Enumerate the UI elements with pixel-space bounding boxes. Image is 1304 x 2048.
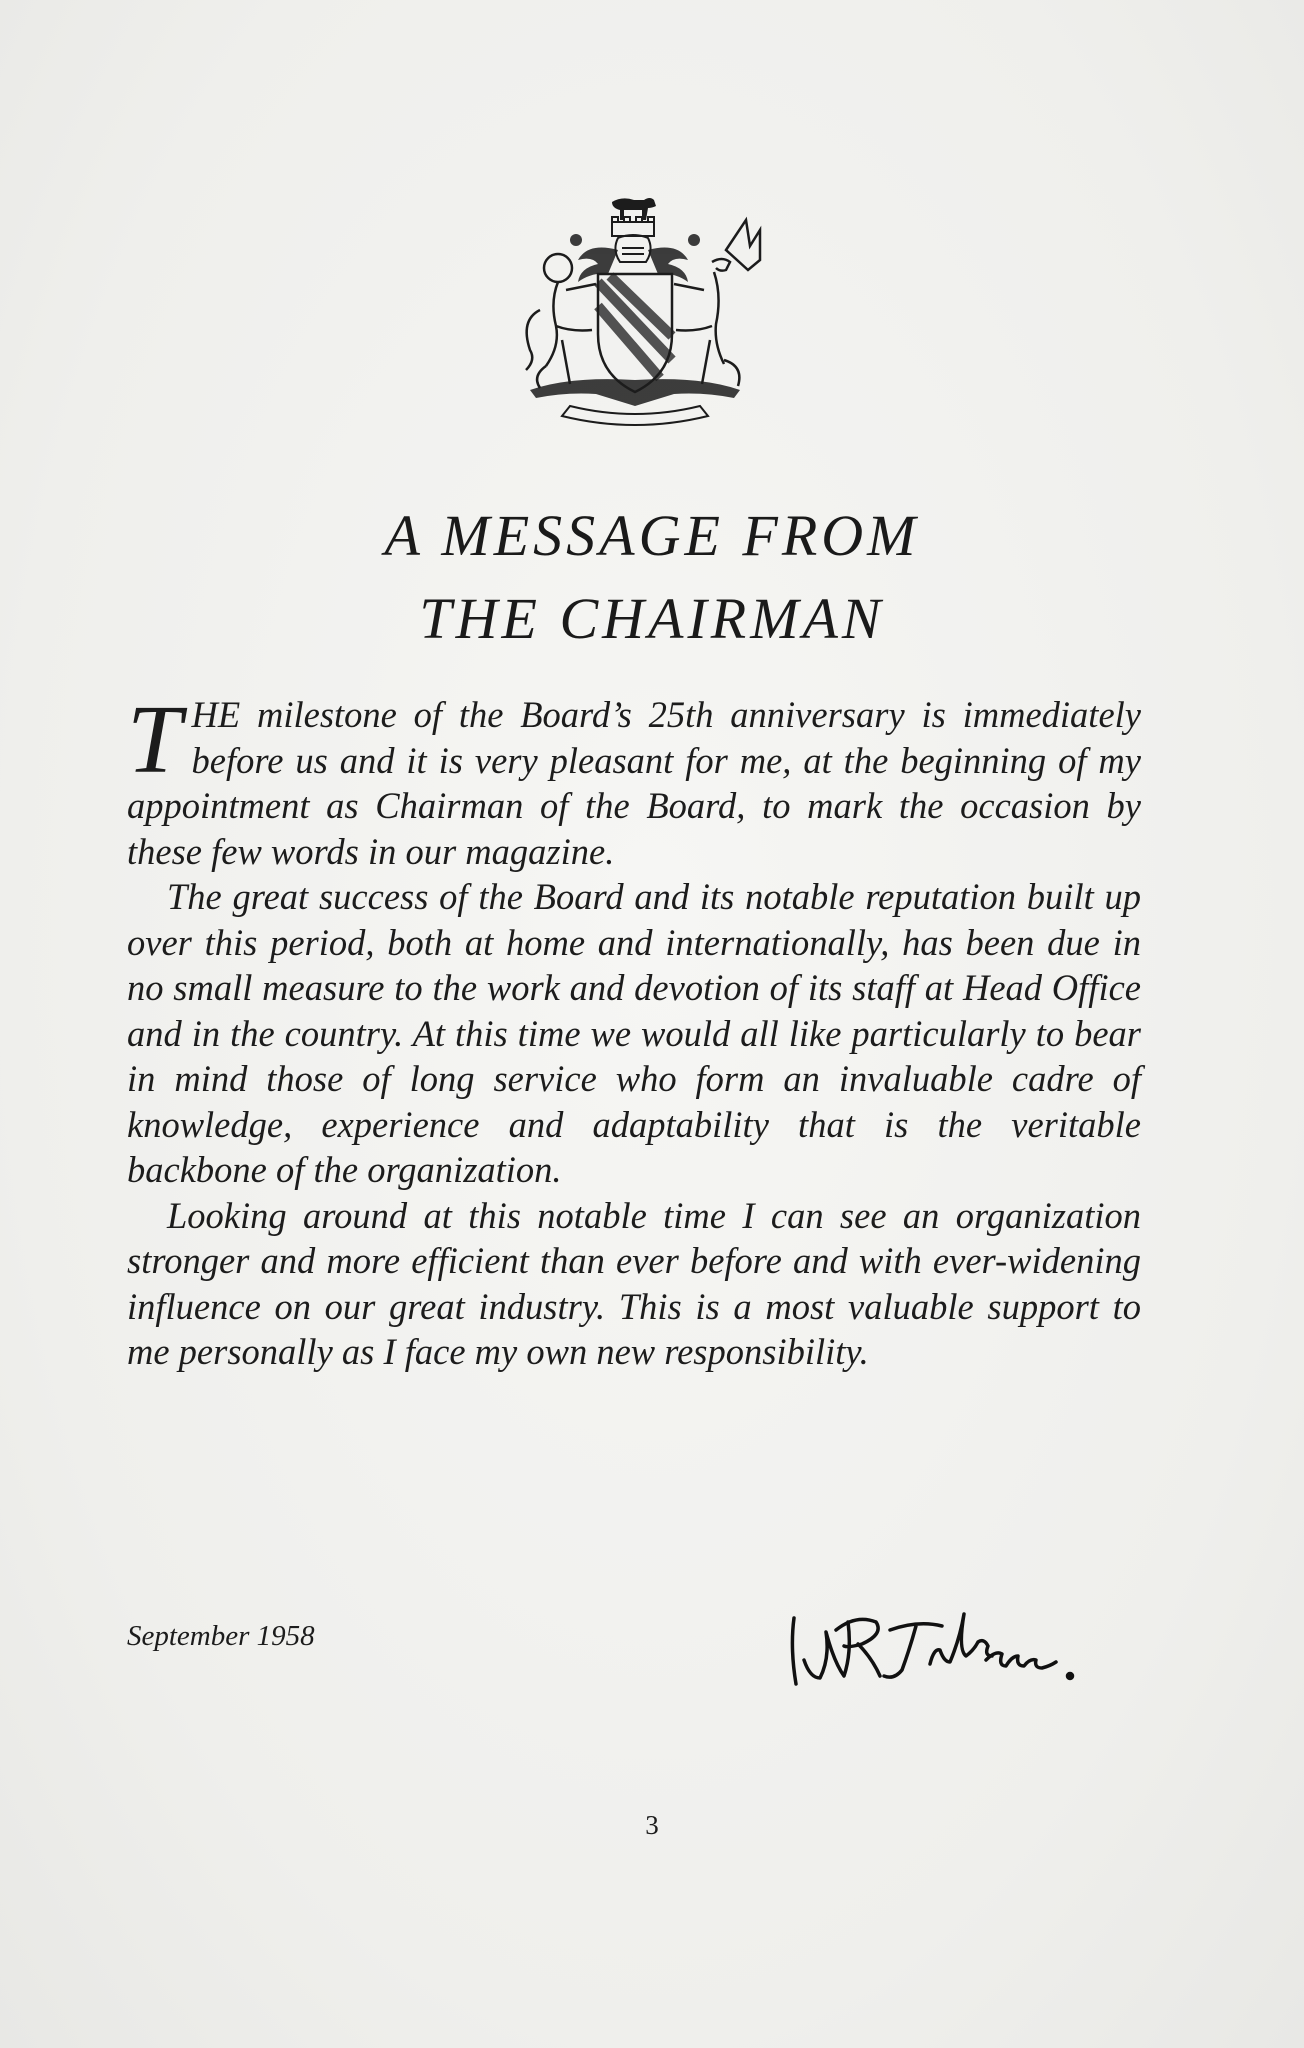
compartment	[530, 379, 740, 406]
paragraph-3: Looking around at this notable time I can see an organization stronger and more efficient than ever before and with ever-widening influence on our great industry. This is a most valuable support to me personally as I face my own new responsibility.	[127, 1194, 1141, 1372]
motto-scroll	[562, 406, 708, 425]
drop-cap: T	[127, 686, 182, 794]
title-line-1: A MESSAGE FROM	[384, 503, 920, 568]
shield	[598, 274, 672, 392]
title-line-2: THE CHAIRMAN	[419, 586, 885, 651]
date-line: September 1958	[127, 1620, 315, 1652]
mural-crown	[612, 217, 654, 236]
helmet	[615, 235, 650, 262]
message-body	[127, 686, 1141, 1375]
paragraph-1-text: HE milestone of the Board’s 25th anniversary is immediately before us and it is very pleasant for me, at the beginning of my appointment as Chairman of the Board, to mark the occasion by these few words in our magazine.	[127, 694, 1141, 872]
dragon-supporter	[674, 220, 760, 386]
paragraph-1	[127, 686, 1141, 874]
page-number: 3	[645, 1810, 659, 1840]
chairman-signature	[780, 1590, 1110, 1700]
paragraph-2: The great success of the Board and its notable reputation built up over this period, both at home and internationally, has been due in no small measure to the work and devotion of its staff at Head Office and in the country. At this time we would all like particularly to bear in mind those of long service who form an invaluable cadre of knowledge, experience and adaptability that is the veritable backbone of the organization.	[127, 876, 1141, 1190]
coat-of-arms-emblem	[500, 190, 770, 430]
